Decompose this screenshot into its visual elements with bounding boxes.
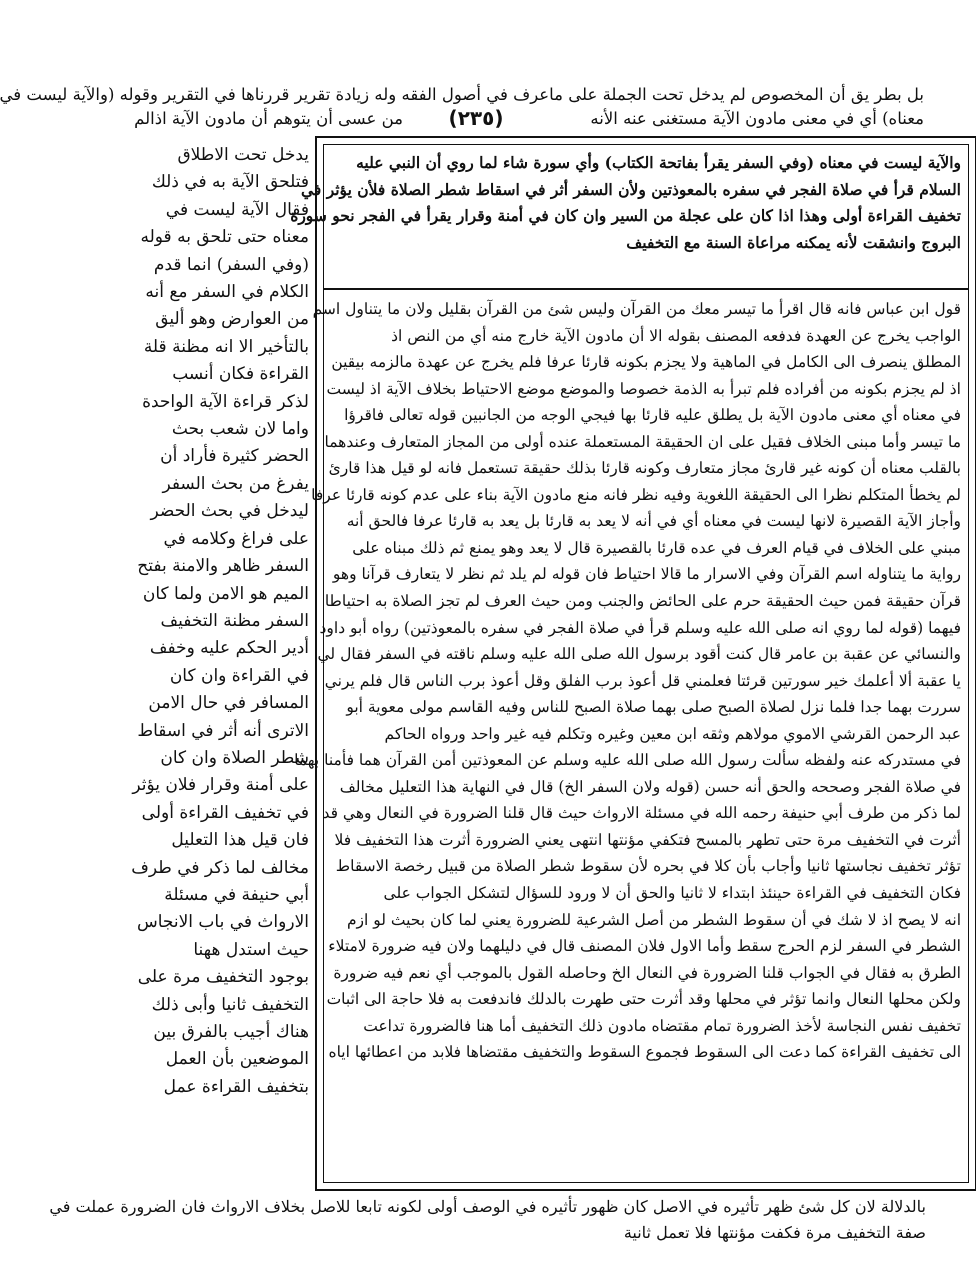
margin-line: في القراءة وان كان <box>169 665 309 686</box>
sharh-line: يا عقبة ألا أعلمك خير سورتين قرئتا فعلمني قل أعوذ برب الفلق وقل أعوذ برب الناس قال فلم يرني <box>324 671 961 690</box>
sharh-line: المطلق ينصرف الى الكامل في الماهية ولا يجزم بكونه قارئا عرفا فلم يخرج عن عهدة مالزمه بيقين <box>331 353 961 372</box>
top-commentary <box>0 82 924 108</box>
margin-line: بالتأخير الا انه مظنة قلة <box>143 336 309 357</box>
matn-text <box>290 150 961 283</box>
margin-line: ليدخل في بحث الحضر <box>150 501 309 522</box>
sharh-line: لم يخطأ المتكلم نظرا الى الحقيقة اللغوية وفيه نظر فانه منع مادون الآية بناء على عدم كونه قارئا عرفا <box>311 485 961 504</box>
margin-line: فتلحق الآية به في ذلك <box>151 172 309 193</box>
sharh-line: الطرق به فقال في الجواب قلنا الضرورة في النعال الخ وحاصله القول بالموجب أي نعم فيه ضرورة <box>333 963 961 982</box>
matn-line: تخفيف القراءة أولى وهذا اذا كان على عجلة من السير وان كان في أمنة وقرار يقرأ في الفجر نحو سورة <box>290 206 961 225</box>
sharh-line: الى تخفيف القراءة كما دعت الى السقوط فجموع السقوط والتخفيف مقتضاها فلابد من اعطائها اياه <box>328 1043 961 1062</box>
margin-commentary <box>131 142 309 1192</box>
margin-line: شطر الصلاة وان كان <box>160 747 309 768</box>
margin-line: الكلام في السفر مع أنه <box>145 282 309 303</box>
margin-line: على أمنة وقرار فلان يؤثر <box>132 775 309 796</box>
sharh-line: اذ لم يجزم بكونه من أفراده فلم تبرأ به الذمة خصوصا والموضع موضع الاحتياط بخلاف الآية اذ ليست <box>326 379 961 398</box>
margin-line: فقال الآية ليست في <box>165 199 309 220</box>
margin-line: الاترى أنه أثر في اسقاط <box>137 720 309 741</box>
sharh-line: الواجب يخرج عن العهدة فدفعه المصنف بقوله الا أن مادون الآية خارج منه أي من النص اذ <box>391 326 961 345</box>
bottom-line: صفة التخفيف مرة فكفت مؤنتها فلا تعمل ثانية <box>623 1223 926 1242</box>
margin-line: الميم هو الامن ولما كان <box>142 583 309 604</box>
margin-line: المسافر في حال الامن <box>148 693 309 714</box>
margin-line: بتخفيف القراءة عمل <box>163 1076 309 1097</box>
sharh-text <box>294 296 961 1177</box>
margin-line: في تخفيف القراءة أولى <box>141 802 309 823</box>
sharh-line: أثرت في التخفيف مرة حتى تطهر بالمسح فتكفي مؤنتها انتهى يعني الضرورة أثرت هذا التخفيف فلا <box>334 830 961 849</box>
top-line-1: بل بطر يق أن المخصوص لم يدخل تحت الجملة على ماعرف في أصول الفقه وله زيادة تقرير قررناها في التقرير وقوله (والآية ليست في <box>0 85 924 104</box>
sharh-line: في معناه أي معنى مادون الآية بل يطلق عليه قارئا بها فيجي الوجه من الجانبين قوله تعالى فاقرؤا <box>344 406 961 425</box>
sharh-line: فيهما (قوله لما روي انه صلى الله عليه وسلم قرأ في صلاة الفجر في سفره بالمعوذتين) رواه أبو داود <box>319 618 961 637</box>
main-text-box <box>290 136 976 1191</box>
sharh-line: لما ذكر من طرف أبي حنيفة رحمه الله في مسئلة الارواث حيث قال قلنا الضرورة في النعال وهي قد <box>322 804 961 823</box>
sharh-line: انه لا يصح اذ لا شك في أن سقوط الشطر من أصل الشرعية للضرورة يعني لما كان بحيث لو ازم <box>346 910 961 929</box>
sharh-line: تؤثر تخفيف نجاستها ثانيا وأجاب بأن كلا في بحره لأن سقوط شطر الصلاة من قبيل رخصة الاسقاط <box>335 857 961 876</box>
sharh-line: ولكن محلها النعال وانما تؤثر في محلها وقد أثرت حتى طهرت بالدلك فاندفعت به فلا حاجة الى اثبات <box>326 990 961 1009</box>
margin-line: القراءة فكان أنسب <box>172 364 309 385</box>
margin-line: الارواث في باب الانجاس <box>136 912 309 933</box>
sharh-line: في مستدركه عنه ولفظه سألت رسول الله صلى الله عليه وسلم عن المعوذتين أمن القرآن هما فأمنا بهما <box>294 751 961 770</box>
margin-line: بوجود التخفيف مرة على <box>137 967 309 988</box>
margin-line: واما لان شعب بحث <box>171 419 309 440</box>
margin-line: الموضعين بأن العمل <box>165 1049 309 1070</box>
margin-line: السفر ظاهر والامنة بفتح <box>137 556 309 577</box>
page-number: (٢٣٥) <box>448 106 504 130</box>
margin-line: يدخل تحت الاطلاق <box>177 145 309 165</box>
margin-line: على فراغ وكلامه في <box>163 528 309 549</box>
matn-line: البروج وانشقت لأنه يمكنه مراعاة السنة مع التخفيف <box>626 232 961 252</box>
margin-line: يفرغ من بحث السفر <box>162 473 309 494</box>
margin-line: (وفي السفر) انما قدم <box>153 254 309 275</box>
margin-line: الحضر كثيرة فأراد أن <box>160 446 309 467</box>
sharh-line: وأجاز الآية القصيرة لانها ليست في معناه أي في أنه لا يعد به قارئا بل يعد به قارئا عرفا فالحق أنه <box>346 512 961 531</box>
sharh-line: سررت بهما جدا فلما نزل لصلاة الصبح صلى بهما صلاة الصبح للناس وفيه القاسم مولى معوية أبو <box>346 698 961 717</box>
sharh-line: رواية ما يتناوله اسم القرآن وفي الاسرار ما قالا احتياط فان قوله لم يلد ثم نظر لا يتعارف قرآنا وهو <box>332 565 961 584</box>
margin-line: حيث استدل ههنا <box>193 939 309 960</box>
margin-line: هناك أجيب بالفرق بين <box>153 1022 309 1042</box>
matn-line: السلام قرأ في صلاة الفجر في سفره بالمعوذتين ولأن السفر أثر في اسقاط شطر الصلاة فلأن يؤثر في <box>300 179 961 199</box>
top-line-2-right: معناه) أي في معنى مادون الآية مستغنى عنه الأنه <box>590 109 924 128</box>
top-line-2-left: من عسى أن يتوهم أن مادون الآية اذالم <box>134 109 403 128</box>
sharh-line: والنسائي عن عقبة بن عامر قال كنت أقود برسول الله صلى الله عليه وسلم ناقته في السفر فقال لي <box>317 645 961 664</box>
box-divider <box>323 288 969 290</box>
margin-line: معناه حتى تلحق به قوله <box>140 227 309 248</box>
sharh-line: بالقلب معناه أن كونه غير قارئ مجاز متعارف وكونه قارئا بذلك حقيقة تستعمل فانه لو قيل هذا قارئ <box>328 459 961 478</box>
bottom-line: بالدلالة لان كل شئ ظهر تأثيره في الاصل كان ظهور تأثيره في الوصف أولى لكونه تابعا للاصل بخلاف الارواث فان الضرورة عملت في <box>49 1197 926 1216</box>
bottom-commentary <box>49 1194 926 1246</box>
margin-line: السفر مظنة التخفيف <box>160 610 309 631</box>
sharh-line: تخفيف نفس النجاسة لأخذ الضرورة تمام مقتضاه مادون ذلك التخفيف أما هنا فالضرورة تداعت <box>363 1016 961 1035</box>
sharh-line: الشطر في السفر لزم الحرج سقط وأما الاول فلان المصنف قال في دليلهما ولان فيه ضرورة لامتلاء <box>328 937 961 956</box>
sharh-line: عبد الرحمن القرشي الاموي مولاهم وثقه ابن معين وغيره وتكلم فيه غير واحد ورواه الحاكم <box>384 724 961 743</box>
margin-line: فان قيل هذا التعليل <box>171 830 309 851</box>
margin-line: مخالف لما ذكر في طرف <box>131 857 309 878</box>
sharh-line: قول ابن عباس فانه قال اقرأ ما تيسر معك من القرآن وليس شئ من القرآن بقليل ولان ما يتناول اسم <box>312 300 961 318</box>
sharh-line: ما تيسر وأما مبنى الخلاف فقيل على ان الحقيقة المستعملة عنده أولى من المجاز المتعارف وعندهما <box>324 432 961 451</box>
margin-line: لذكر قراءة الآية الواحدة <box>142 391 309 412</box>
sharh-line: فكان التخفيف في القراءة حينئذ ابتداء لا ثانيا والحق أن لا ورود للسؤال لتشكل الجواب على <box>383 884 961 903</box>
sharh-line: في صلاة الفجر وصححه والحق أنه حسن (قوله ولان السفر الخ) قال في النهاية هذا التعليل مخالف <box>339 777 961 796</box>
margin-line: التخفيف ثانيا وأبى ذلك <box>151 994 309 1015</box>
sharh-line: قرآن حقيقة فمن حيث الحقيقة حرم على الحائض والجنب ومن حيث العرف لم تجز الصلاة به احتياطا <box>324 592 961 611</box>
matn-line: والآية ليست في معناه (وفي السفر يقرأ بفاتحة الكتاب) وأي سورة شاء لما روي أن النبي عليه <box>356 153 961 172</box>
sharh-line: مبني على الخلاف في قيام العرف في عده قارئا بالقصيرة قال لا يعد وهو يمنع ثم ذلك مبناه على <box>352 538 961 557</box>
margin-line: أبي حنيفة في مسئلة <box>164 884 309 905</box>
margin-line: من العوارض وهو أليق <box>155 309 309 330</box>
margin-line: أدير الحكم عليه وخفف <box>149 638 309 659</box>
